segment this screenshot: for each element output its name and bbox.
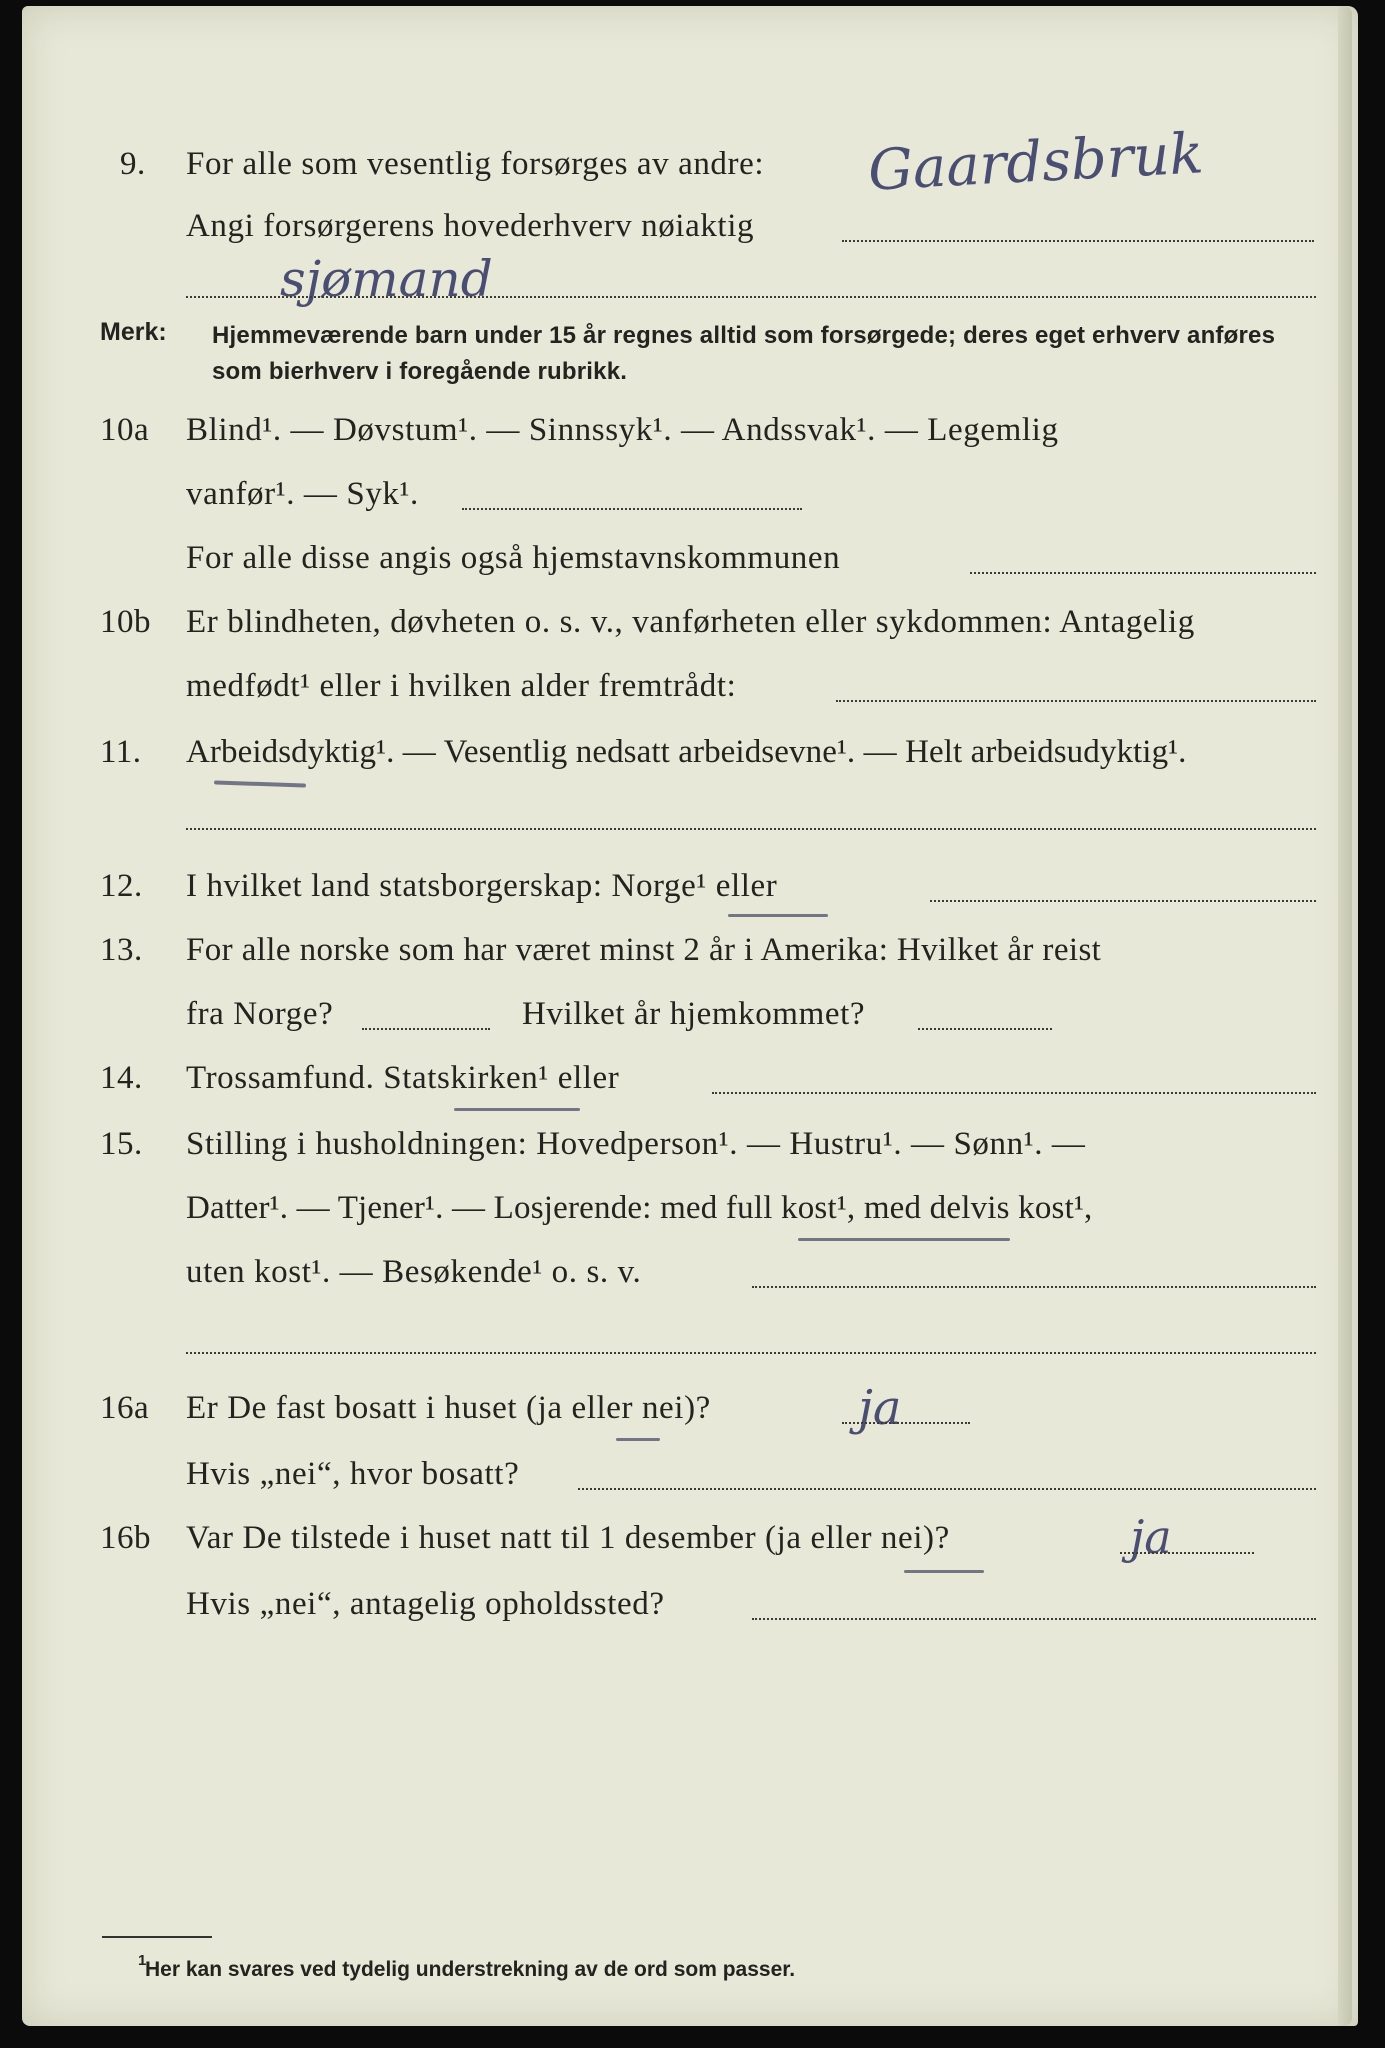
question-number: 15. <box>100 1126 143 1162</box>
footnote-marker: 1 <box>138 1952 147 1969</box>
handwritten-underline <box>904 1570 984 1573</box>
question-10a-line2 <box>0 476 1385 530</box>
question-text: vanfør¹. — Syk¹. <box>186 476 419 512</box>
answer-line <box>186 294 1316 298</box>
answer-line <box>362 1026 490 1030</box>
handwritten-answer: ja <box>858 1380 902 1436</box>
answer-line <box>186 1350 1316 1354</box>
question-text: fra Norge? <box>186 996 334 1032</box>
answer-line <box>842 238 1314 242</box>
question-11-line2 <box>0 796 1385 850</box>
question-15-line3 <box>0 1254 1385 1308</box>
answer-line <box>752 1616 1316 1620</box>
question-text: Datter¹. — Tjener¹. — Losjerende: med full kost¹, med delvis kost¹, <box>186 1190 1093 1226</box>
handwritten-underline <box>728 914 828 917</box>
question-text: Er blindheten, døvheten o. s. v., vanførheten eller sykdommen: Antagelig <box>186 604 1195 640</box>
handwritten-underline <box>214 780 306 787</box>
question-text: For alle disse angis også hjemstavnskommunen <box>186 540 841 576</box>
question-text: Blind¹. — Døvstum¹. — Sinnssyk¹. — Andssvak¹. — Legemlig <box>186 412 1059 448</box>
question-number: 12. <box>100 868 143 904</box>
question-text: Hvis „nei“, antagelig opholdssted? <box>186 1586 665 1622</box>
question-number: 9. <box>120 146 146 182</box>
question-text: Hvilket år hjemkommet? <box>522 996 866 1032</box>
answer-line <box>842 1420 970 1424</box>
answer-line <box>578 1486 1316 1490</box>
question-text: uten kost¹. — Besøkende¹ o. s. v. <box>186 1254 642 1290</box>
handwritten-underline <box>798 1238 1010 1241</box>
question-text: Var De tilstede i huset natt til 1 desember (ja eller nei)? <box>186 1520 950 1556</box>
footnote-text: Her kan svares ved tydelig understrekning av de ord som passer. <box>145 1958 796 1981</box>
answer-line <box>1120 1550 1254 1554</box>
question-9-line2 <box>0 208 1385 262</box>
question-14 <box>0 1060 1385 1114</box>
question-13-line2 <box>0 996 1385 1050</box>
answer-line <box>918 1026 1052 1030</box>
question-text: For alle norske som har været minst 2 år i Amerika: Hvilket år reist <box>186 932 1102 968</box>
note-label: Merk: <box>100 318 167 346</box>
question-text: Hvis „nei“, hvor bosatt? <box>186 1456 520 1492</box>
question-text: Er De fast bosatt i huset (ja eller nei)? <box>186 1390 711 1426</box>
question-text: Arbeidsdyktig¹. — Vesentlig nedsatt arbeidsevne¹. — Helt arbeidsudyktig¹. <box>186 734 1187 770</box>
answer-line <box>186 826 1316 830</box>
handwritten-answer: ja <box>1130 1510 1172 1564</box>
question-text: For alle som vesentlig forsørges av andre: <box>186 146 765 182</box>
question-9 <box>0 121 1385 204</box>
question-text: I hvilket land statsborgerskap: Norge¹ eller <box>186 868 778 904</box>
question-16a-line2 <box>0 1456 1385 1510</box>
question-12 <box>0 868 1385 922</box>
question-number: 16a <box>100 1390 150 1426</box>
note-merk <box>0 318 1385 398</box>
question-text: Angi forsørgerens hovederhverv nøiaktig <box>186 208 755 244</box>
answer-line <box>462 506 802 510</box>
question-number: 13. <box>100 932 143 968</box>
answer-line <box>752 1284 1316 1288</box>
answer-line <box>970 570 1316 574</box>
answer-line <box>930 898 1316 902</box>
question-15-line4 <box>0 1322 1385 1376</box>
question-number: 14. <box>100 1060 143 1096</box>
footnote-rule <box>102 1936 212 1938</box>
question-9-line3 <box>0 250 1385 312</box>
question-15-line2 <box>0 1190 1385 1244</box>
question-text: medfødt¹ eller i hvilken alder fremtrådt: <box>186 668 737 704</box>
question-number: 10a <box>100 412 150 448</box>
note-text: Hjemmeværende barn under 15 år regnes alltid som forsørgede; deres eget erhverv anføres som bierhverv i foregående rubrikk. <box>212 322 1276 385</box>
question-10b-line2 <box>0 668 1385 722</box>
question-text: Trossamfund. Statskirken¹ eller <box>186 1060 620 1096</box>
question-10b <box>0 604 1385 658</box>
handwritten-underline <box>454 1108 580 1111</box>
question-16b <box>0 1510 1385 1574</box>
question-text: Stilling i husholdningen: Hovedperson¹. — Hustru¹. — Sønn¹. — <box>186 1126 1086 1162</box>
question-number: 10b <box>100 604 151 640</box>
answer-line <box>712 1090 1316 1094</box>
handwritten-underline <box>616 1438 660 1441</box>
answer-line <box>836 698 1316 702</box>
question-16a <box>0 1380 1385 1444</box>
handwritten-answer: Gaardsbruk <box>866 121 1205 204</box>
question-number: 11. <box>100 734 142 770</box>
question-16b-line2 <box>0 1586 1385 1640</box>
question-10a <box>0 412 1385 466</box>
question-15 <box>0 1126 1385 1180</box>
question-10a-line3 <box>0 540 1385 594</box>
question-11 <box>0 734 1385 788</box>
question-number: 16b <box>100 1520 151 1556</box>
question-13 <box>0 932 1385 986</box>
handwritten-answer: sjømand <box>280 250 493 308</box>
